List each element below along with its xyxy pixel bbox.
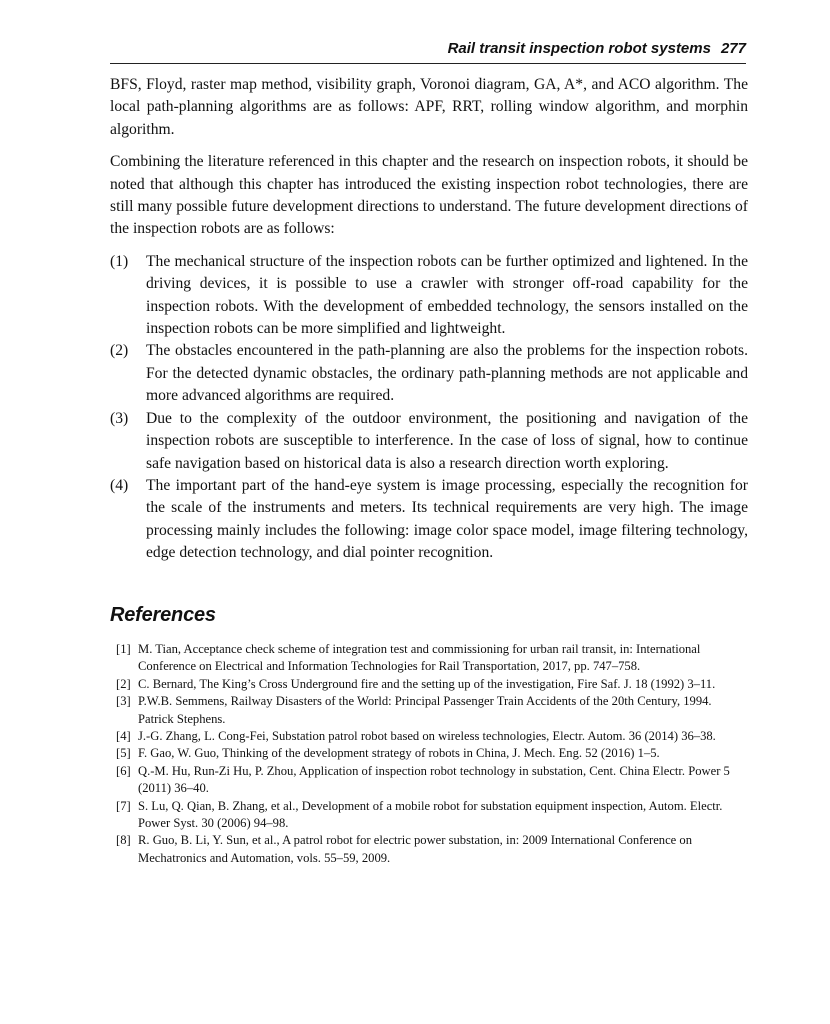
reference-text: F. Gao, W. Guo, Thinking of the development strategy of robots in China, J. Mech. Eng. 52 (2016) 1–5. — [138, 746, 660, 761]
list-item-text: The obstacles encountered in the path-planning are also the problems for the inspection robots. For the detected dynamic obstacles, the ordinary path-planning methods are not applicable and more advanced algorithms are required. — [146, 342, 748, 405]
future-directions-list — [110, 251, 748, 565]
list-item — [110, 475, 748, 565]
reference-item — [116, 641, 744, 676]
reference-text: M. Tian, Acceptance check scheme of integration test and commissioning for urban rail transit, in: International Conference on Electrical and Information Technologies for Rail Transportation, 2017, pp. 747–758. — [138, 642, 701, 674]
reference-item — [116, 693, 744, 728]
list-item-number: (1) — [110, 252, 129, 270]
reference-text: Q.-M. Hu, Run-Zi Hu, P. Zhou, Application of inspection robot technology in substation, Cent. China Electr. Power 5 (2011) 36–40. — [138, 763, 730, 796]
header-rule — [110, 63, 746, 64]
list-item-number: (2) — [110, 342, 129, 360]
reference-text: S. Lu, Q. Qian, B. Zhang, et al., Development of a mobile robot for substation equipment inspection, Autom. Electr. Power Syst. 30 (2006) 94–98. — [138, 798, 723, 831]
reference-number: [8] — [116, 833, 131, 848]
paragraph: BFS, Floyd, raster map method, visibility graph, Voronoi diagram, GA, A*, and ACO algorithm. The local path-planning algorithms are as follows: APF, RRT, rolling window algorithm, and morphin algorithm. — [110, 76, 748, 138]
list-item-number: (4) — [110, 476, 129, 494]
reference-text: P.W.B. Semmens, Railway Disasters of the World: Principal Passenger Train Accidents of the 20th Century, 1994. Patrick Stephens. — [138, 694, 712, 726]
reference-item — [116, 798, 744, 833]
list-item-text: The important part of the hand-eye system is image processing, especially the recognition for the scale of the instruments and meters. Its technical requirements are very high. The image processing mainly includes the following: image color space model, image filtering technology, edge detection technology, and dial pointer recognition. — [146, 476, 748, 562]
reference-number: [1] — [116, 642, 131, 656]
running-title: Rail transit inspection robot systems — [447, 40, 711, 57]
list-item — [110, 408, 748, 475]
reference-text: J.-G. Zhang, L. Cong-Fei, Substation patrol robot based on wireless technologies, Electr. Autom. 36 (2014) 36–38. — [138, 729, 716, 744]
reference-number: [3] — [116, 694, 131, 709]
list-item-text: Due to the complexity of the outdoor environment, the positioning and navigation of the inspection robots are susceptible to interference. In the case of loss of signal, how to continue safe navigation based on historical data is also a research direction worth exploring. — [146, 409, 748, 472]
reference-number: [6] — [116, 763, 131, 778]
page-number: 277 — [720, 40, 746, 57]
reference-number: [7] — [116, 798, 131, 813]
references-heading: References — [110, 604, 216, 626]
reference-text: C. Bernard, The King’s Cross Underground fire and the setting up of the investigation, Fire Saf. J. 18 (1992) 3–11. — [138, 676, 716, 691]
reference-item — [116, 676, 744, 693]
references-list — [116, 641, 744, 867]
list-item — [110, 251, 748, 341]
list-item-number: (3) — [110, 409, 129, 427]
reference-text: R. Guo, B. Li, Y. Sun, et al., A patrol robot for electric power substation, in: 2009 International Conference on Mechatronics and Automation, vols. 55–59, 2009. — [138, 833, 693, 865]
reference-item — [116, 745, 744, 762]
reference-number: [5] — [116, 746, 131, 761]
list-item — [110, 340, 748, 407]
reference-item — [116, 728, 744, 745]
paragraph: Combining the literature referenced in this chapter and the research on inspection robots, it should be noted that although this chapter has introduced the existing inspection robot technologies, there are still many possible future development directions to understand. The future development directions of the inspection robots are as follows: — [110, 153, 748, 238]
reference-item — [116, 763, 744, 798]
reference-number: [4] — [116, 729, 131, 744]
list-item-text: The mechanical structure of the inspection robots can be further optimized and lightened. In the driving devices, it is possible to use a crawler with stronger off-road capability for the inspection robots. With the development of embedded technology, the sensors installed on the inspection robots can be more simplified and lightweight. — [146, 252, 748, 338]
running-head — [110, 38, 746, 60]
reference-item — [116, 832, 744, 867]
body-text — [110, 74, 748, 565]
reference-number: [2] — [116, 676, 131, 691]
